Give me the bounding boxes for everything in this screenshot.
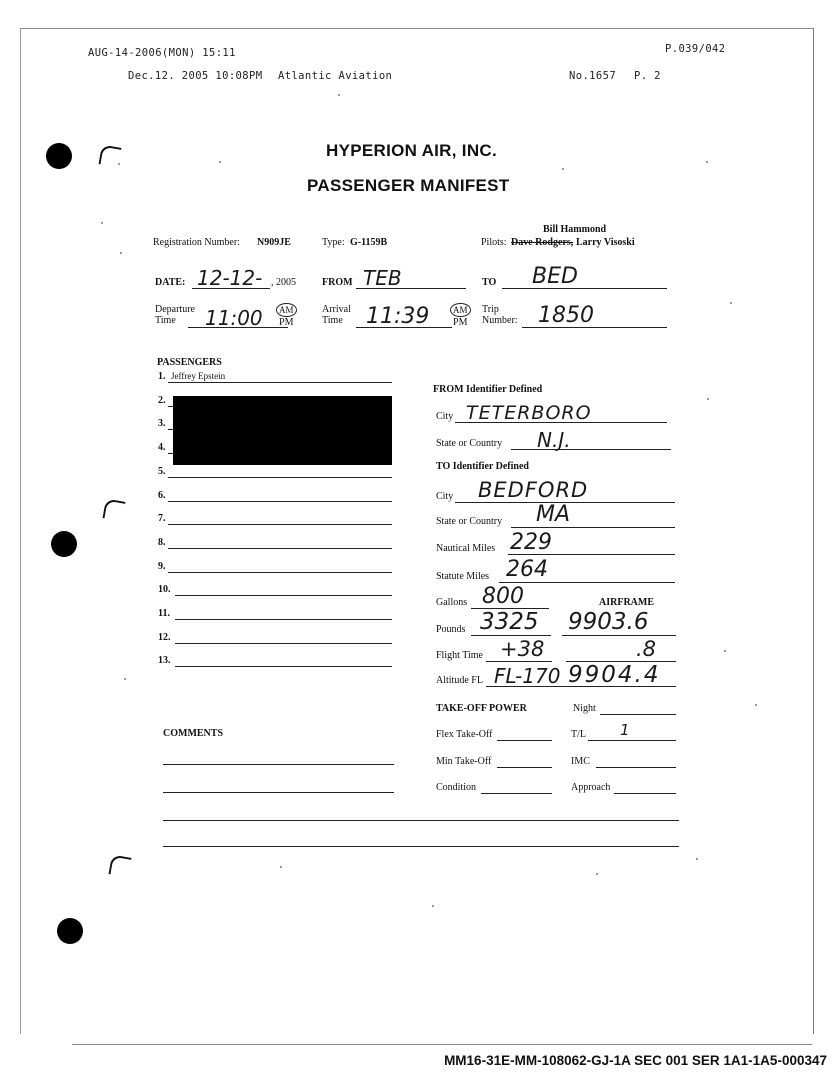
- pounds-underline: [471, 635, 551, 636]
- from-city-label: City: [436, 411, 454, 422]
- company-title: HYPERION AIR, INC.: [326, 141, 498, 160]
- flex-takeoff-label: Flex Take-Off: [436, 729, 493, 740]
- fax-header-line1: AUG-14-2006(MON) 15:11: [88, 47, 236, 59]
- passenger-row-number: 11.: [158, 608, 170, 619]
- bates-number: MM16-31E-MM-108062-GJ-1A SEC 001 SER 1A1-1A5-000347: [444, 1053, 827, 1068]
- scan-speck: [219, 161, 221, 163]
- nautical-miles-value: 229: [510, 530, 552, 555]
- arrival-ampm: AM PM: [450, 303, 471, 329]
- passengers-heading: PASSENGERS: [157, 357, 222, 368]
- statute-miles-label: Statute Miles: [436, 571, 490, 582]
- to-identifier-heading: TO Identifier Defined: [436, 461, 529, 472]
- nautical-miles-label: Nautical Miles: [436, 543, 496, 554]
- scan-arc-mark: [108, 854, 131, 877]
- to-state-value: MA: [536, 502, 571, 527]
- to-city-value: BEDFORD: [478, 478, 589, 502]
- type-label: Type:: [322, 237, 345, 248]
- fax-date: Dec.12. 2005 10:08PM: [128, 70, 263, 82]
- tl-label: T/L: [571, 729, 586, 740]
- from-value: TEB: [363, 266, 402, 290]
- fax-page-count: P.039/042: [665, 43, 726, 55]
- tl-value: 1: [620, 721, 630, 739]
- passenger-row-number: 3.: [158, 418, 166, 429]
- to-label: TO: [482, 277, 497, 288]
- pounds-value: 3325: [480, 609, 539, 635]
- passenger-row-number: 4.: [158, 442, 166, 453]
- scan-speck: [706, 161, 708, 163]
- gallons-value: 800: [482, 584, 524, 609]
- airframe-1-underline: [562, 635, 676, 636]
- comment-line-1: [163, 764, 394, 765]
- punch-hole-top: [46, 143, 72, 169]
- scan-speck: [696, 858, 698, 860]
- to-state-underline: [511, 527, 675, 528]
- passenger-row-line: [168, 501, 392, 502]
- passenger-row-number: 5.: [158, 466, 166, 477]
- passenger-row-line: [175, 643, 392, 644]
- to-state-label: State or Country: [436, 516, 503, 527]
- statute-miles-value: 264: [506, 557, 548, 582]
- passenger-row-number: 10.: [158, 584, 171, 595]
- statute-miles-underline: [499, 582, 675, 583]
- flight-time-airframe: .8: [636, 637, 657, 661]
- comments-heading: COMMENTS: [163, 728, 223, 739]
- condition-underline: [481, 793, 552, 794]
- night-underline: [600, 714, 676, 715]
- fax-number: No.1657: [569, 70, 617, 82]
- passenger-row-number: 2.: [158, 395, 166, 406]
- passenger-row-number: 6.: [158, 490, 166, 501]
- scan-speck: [101, 222, 103, 224]
- date-label: DATE:: [155, 277, 186, 288]
- scan-speck: [432, 905, 434, 907]
- departure-label: Departure Time: [155, 304, 195, 326]
- scan-speck: [724, 650, 726, 652]
- passenger-row-line: [168, 548, 392, 549]
- night-label: Night: [573, 703, 596, 714]
- min-takeoff-label: Min Take-Off: [436, 756, 492, 767]
- from-label: FROM: [322, 277, 353, 288]
- passenger-row-number: 12.: [158, 632, 171, 643]
- airframe-label: AIRFRAME: [599, 597, 654, 608]
- comment-line-3: [163, 820, 679, 821]
- passenger-row-number: 1.: [158, 371, 166, 382]
- condition-label: Condition: [436, 782, 477, 793]
- comment-line-4: [163, 846, 679, 847]
- tl-underline: [588, 740, 676, 741]
- from-state-label: State or Country: [436, 438, 503, 449]
- from-state-underline: [511, 449, 671, 450]
- passenger-row-number: 8.: [158, 537, 166, 548]
- scan-speck: [338, 94, 340, 96]
- pilots-label: Pilots:: [481, 237, 507, 248]
- redaction-block: [173, 396, 392, 465]
- pilot-other-name: Larry Visoski: [576, 237, 635, 248]
- flight-time-underline: [486, 661, 552, 662]
- altitude-label: Altitude FL: [436, 675, 483, 686]
- flex-takeoff-underline: [497, 740, 552, 741]
- imc-underline: [596, 767, 676, 768]
- takeoff-power-label: TAKE-OFF POWER: [436, 703, 527, 714]
- altitude-value: FL-170: [494, 664, 561, 688]
- punch-hole-middle: [51, 531, 77, 557]
- passenger-row-number: 9.: [158, 561, 166, 572]
- scan-speck: [755, 704, 757, 706]
- registration-value: N909JE: [257, 237, 291, 248]
- departure-value: 11:00: [205, 306, 263, 330]
- type-value: G-1159B: [350, 237, 388, 248]
- scan-speck: [562, 168, 564, 170]
- approach-label: Approach: [571, 782, 611, 793]
- min-takeoff-underline: [497, 767, 552, 768]
- from-identifier-heading: FROM Identifier Defined: [433, 384, 543, 395]
- arrival-value: 11:39: [366, 304, 430, 329]
- scan-speck: [707, 398, 709, 400]
- scan-speck: [596, 873, 598, 875]
- trip-label: Trip Number:: [482, 304, 518, 326]
- to-underline: [502, 288, 667, 289]
- scan-speck: [118, 163, 120, 165]
- airframe-value-1: 9903.6: [568, 609, 649, 635]
- to-value: BED: [532, 264, 578, 289]
- trip-value: 1850: [538, 303, 594, 328]
- passenger-row-line: [175, 595, 392, 596]
- scan-speck: [120, 252, 122, 254]
- scan-speck: [280, 866, 282, 868]
- passenger-row-line: [168, 524, 392, 525]
- date-value: 12-12-: [197, 266, 263, 290]
- passenger-row-line: [175, 666, 392, 667]
- passenger-row-line: [168, 382, 392, 383]
- pilot-added-name: Bill Hammond: [543, 224, 607, 235]
- scan-arc-mark: [102, 498, 125, 521]
- passenger-name: Jeffrey Epstein: [171, 371, 226, 381]
- registration-label: Registration Number:: [153, 237, 240, 248]
- from-state-value: N.J.: [537, 428, 571, 452]
- to-city-label: City: [436, 491, 454, 502]
- airframe-value-2: 9904.4: [568, 662, 661, 688]
- gallons-label: Gallons: [436, 597, 468, 608]
- departure-ampm: AM PM: [276, 303, 297, 329]
- flight-time-label: Flight Time: [436, 650, 483, 661]
- date-year: , 2005: [271, 277, 296, 288]
- passenger-row-line: [168, 572, 392, 573]
- approach-underline: [614, 793, 676, 794]
- arrival-label: Arrival Time: [322, 304, 351, 326]
- pounds-label: Pounds: [436, 624, 466, 635]
- scan-speck: [730, 302, 732, 304]
- punch-hole-bottom: [57, 918, 83, 944]
- comment-line-2: [163, 792, 394, 793]
- from-city-value: TETERBORO: [466, 402, 592, 424]
- page-bottom-edge: [72, 1044, 812, 1045]
- flight-time-value: +38: [500, 637, 545, 661]
- fax-company: Atlantic Aviation: [278, 70, 393, 82]
- imc-label: IMC: [571, 756, 590, 767]
- scan-speck: [124, 678, 126, 680]
- pilot-struck-name: Dave Rodgers,: [511, 237, 574, 248]
- fax-page: P. 2: [634, 70, 661, 82]
- document-title: PASSENGER MANIFEST: [307, 176, 510, 195]
- passenger-row-line: [175, 619, 392, 620]
- passenger-row-number: 7.: [158, 513, 166, 524]
- passenger-row-line: [168, 477, 392, 478]
- passenger-row-number: 13.: [158, 655, 171, 666]
